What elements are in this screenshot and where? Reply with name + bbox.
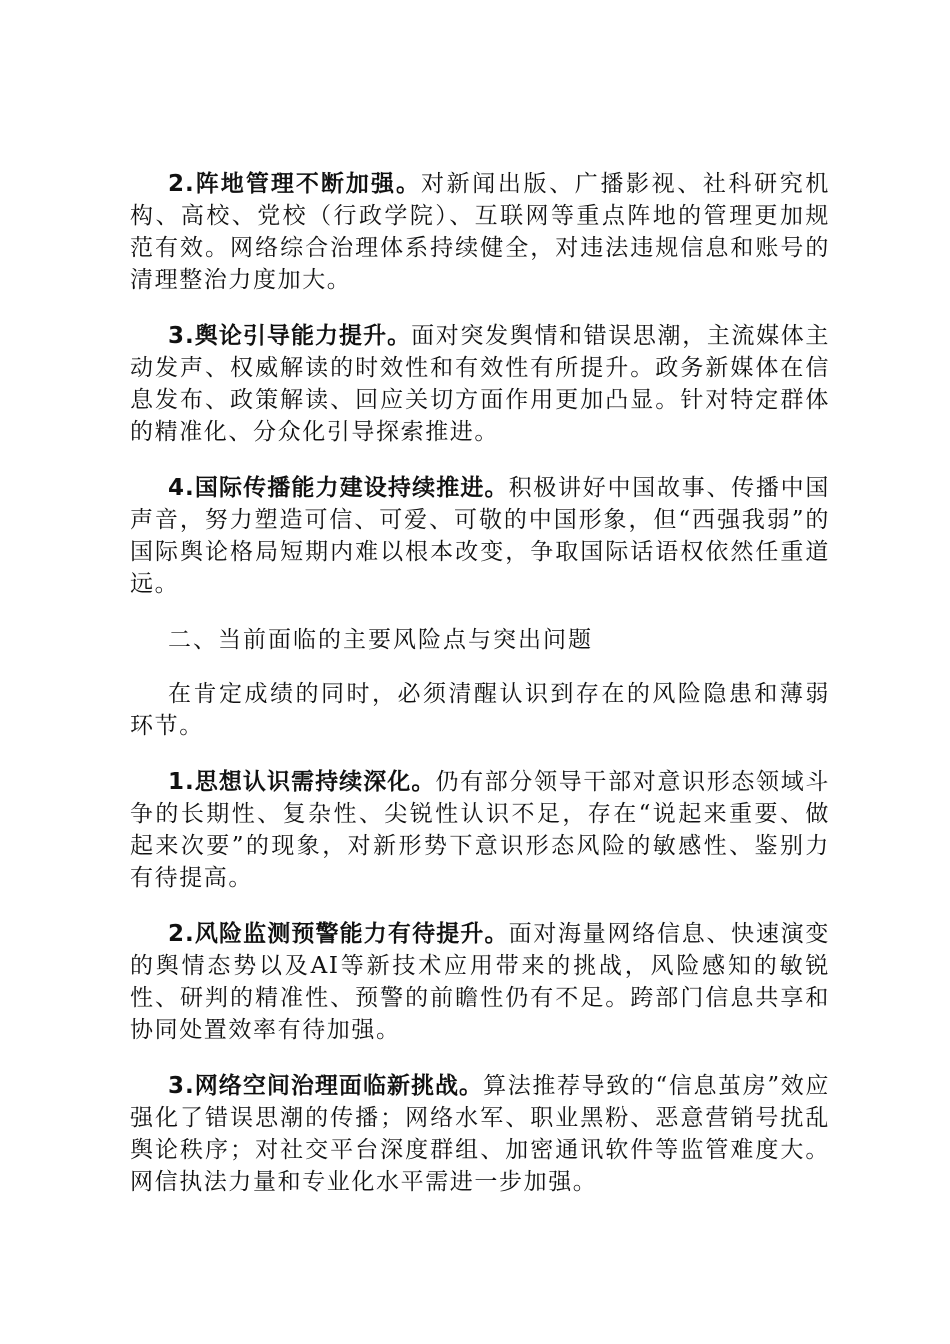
paragraph-text: 面对海量网络信息、快速演变的舆情态势以及AI等新技术应用带来的挑战，风险感知的敏锐性、研判的精准性、预警的前瞻性仍有不足。跨部门信息共享和协同处置效率有待加强。	[130, 921, 830, 1043]
paragraph-text: 积极讲好中国故事、传播中国声音，努力塑造可信、可爱、可敬的中国形象，但“西强我弱”的国际舆论格局短期内难以根本改变，争取国际话语权依然任重道远。	[130, 475, 830, 597]
paragraph-international-communication	[130, 472, 830, 600]
document-body	[130, 168, 830, 1222]
paragraph-lead: 2.阵地管理不断加强。	[168, 171, 421, 197]
paragraph-text: 仍有部分领导干部对意识形态领域斗争的长期性、复杂性、尖锐性认识不足，存在“说起来重要、做起来次要”的现象，对新形势下意识形态风险的敏感性、鉴别力有待提高。	[130, 769, 830, 891]
intro-paragraph: 在肯定成绩的同时，必须清醒认识到存在的风险隐患和薄弱环节。	[130, 681, 830, 739]
paragraph-lead: 1.思想认识需持续深化。	[168, 769, 436, 795]
paragraph-lead: 3.舆论引导能力提升。	[168, 323, 412, 349]
paragraph-lead: 3.网络空间治理面临新挑战。	[168, 1073, 484, 1099]
paragraph-lead: 4.国际传播能力建设持续推进。	[168, 475, 509, 501]
paragraph-cyberspace-governance	[130, 1070, 830, 1198]
paragraph-text: 对新闻出版、广播影视、社科研究机构、高校、党校（行政学院）、互联网等重点阵地的管理更加规范有效。网络综合治理体系持续健全，对违法违规信息和账号的清理整治力度加大。	[130, 171, 830, 293]
section-heading: 二、当前面临的主要风险点与突出问题	[168, 627, 593, 653]
paragraph-opinion-guidance	[130, 320, 830, 448]
paragraph-position-management	[130, 168, 830, 296]
paragraph-text: 面对突发舆情和错误思潮，主流媒体主动发声、权威解读的时效性和有效性有所提升。政务新媒体在信息发布、政策解读、回应关切方面作用更加凸显。针对特定群体的精准化、分众化引导探索推进。	[130, 323, 831, 445]
paragraph-ideological-awareness	[130, 766, 830, 894]
paragraph-risk-monitoring	[130, 918, 830, 1046]
paragraph-lead: 2.风险监测预警能力有待提升。	[168, 921, 509, 947]
paragraph-text: 算法推荐导致的“信息茧房”效应强化了错误思潮的传播；网络水军、职业黑粉、恶意营销号扰乱舆论秩序；对社交平台深度群组、加密通讯软件等监管难度大。网信执法力量和专业化水平需进一步加强。	[130, 1073, 830, 1195]
